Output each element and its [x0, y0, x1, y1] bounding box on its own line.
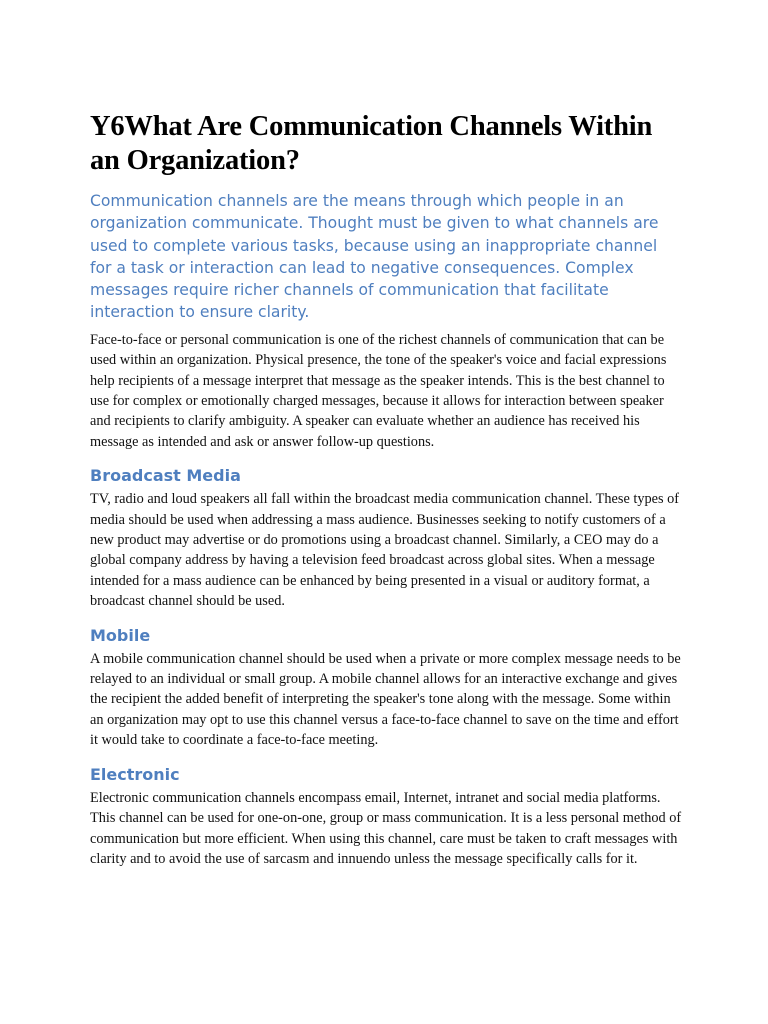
section-electronic	[90, 765, 682, 870]
section-mobile	[90, 626, 682, 751]
lead-paragraph: Communication channels are the means through which people in an organization communicate. Thought must be given to what channels are used to complete various tasks, because using an inappropriate channel for a task or interaction can lead to negative consequences. Complex messages require richer channels of communication that facilitate interaction to ensure clarity.	[90, 192, 659, 322]
document-body	[90, 110, 682, 869]
section-paragraph: Electronic communication channels encompass email, Internet, intranet and social media platforms. This channel can be used for one-on-one, group or mass communication. It is a less personal method of communication but more efficient. When using this channel, care must be taken to craft messages with clarity and to avoid the use of sarcasm and innuendo unless the message specifically calls for it.	[90, 789, 682, 867]
document-title: Y6What Are Communication Channels Within an Organization?	[90, 111, 653, 176]
section-heading: Mobile	[90, 625, 151, 645]
section-heading: Electronic	[90, 764, 180, 784]
section-heading: Broadcast Media	[90, 466, 241, 486]
section-paragraph: TV, radio and loud speakers all fall within the broadcast media communication channel. These types of media should be used when addressing a mass audience. Businesses seeking to notify customers of a new product may advertise or do promotions using a broadcast channel. Similarly, a CEO may do a global company address by having a television feed broadcast across global sites. When a message intended for a mass audience can be enhanced by being presented in a visual or auditory format, a broadcast channel should be used.	[90, 491, 680, 610]
section-paragraph: A mobile communication channel should be used when a private or more complex message needs to be relayed to an individual or small group. A mobile channel allows for an interactive exchange and gives the recipient the added benefit of interpreting the speaker's tone along with the message. Some within an organization may opt to use this channel versus a face-to-face channel to save on the time and effort it would take to coordinate a face-to-face meeting.	[90, 650, 681, 749]
section-broadcast-media	[90, 466, 682, 611]
intro-paragraph: Face-to-face or personal communication is one of the richest channels of communication that can be used within an organization. Physical presence, the tone of the speaker's voice and facial expressions help recipients of a message interpret that message as the speaker intends. This is the best channel to use for complex or emotionally charged messages, because it allows for interaction between speaker and recipients to clarify ambiguity. A speaker can evaluate whether an audience has received his message as intended and ask or answer follow-up questions.	[90, 331, 667, 450]
